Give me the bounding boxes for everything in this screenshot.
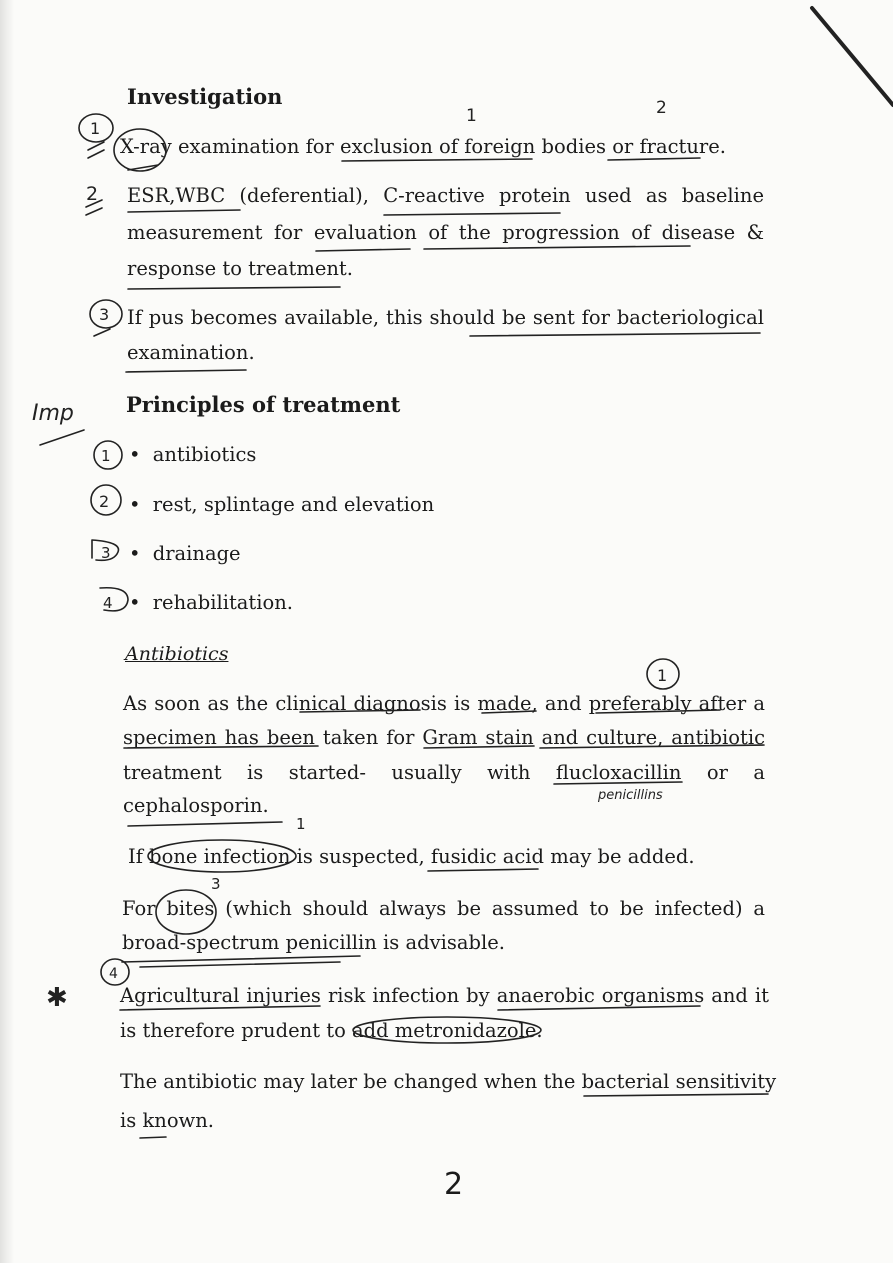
antibiotics-para-1-line-4: cephalosporin. bbox=[123, 794, 269, 817]
principle-item bbox=[129, 542, 241, 565]
investigation-heading: Investigation bbox=[127, 84, 283, 109]
annotation-number: 3 bbox=[211, 875, 221, 893]
annotation-number: 1 bbox=[101, 447, 111, 465]
bullet-glyph: • bbox=[129, 542, 141, 565]
annotation-number: 2 bbox=[86, 183, 99, 205]
investigation-item-1: X-ray examination for exclusion of foreign bodies or fracture. bbox=[120, 135, 726, 158]
antibiotics-para-5-line-1: The antibiotic may later be changed when the bacterial sensitivity bbox=[120, 1070, 777, 1093]
antibiotics-para-1-line-2: specimen has been taken for Gram stain and culture, antibiotic bbox=[123, 726, 765, 749]
principle-item bbox=[129, 591, 293, 614]
annotation-number: 2 bbox=[656, 98, 667, 118]
page-number: 2 bbox=[444, 1167, 464, 1202]
bullet-glyph: • bbox=[129, 591, 141, 614]
principles-heading: Principles of treatment bbox=[126, 392, 401, 417]
underline-stroke bbox=[128, 165, 158, 170]
antibiotics-para-2: If bone infection is suspected, fusidic acid may be added. bbox=[128, 845, 695, 868]
antibiotics-para-5-line-2: is known. bbox=[120, 1109, 215, 1132]
investigation-item-2-line-3: response to treatment. bbox=[127, 257, 353, 280]
investigation-item-2-line-2: measurement for evaluation of the progression of disease & bbox=[127, 221, 764, 244]
annotation-number: 1 bbox=[466, 106, 477, 126]
investigation-item-3-line-2: examination. bbox=[127, 341, 255, 364]
circle-mark bbox=[79, 114, 113, 142]
antibiotics-para-1-line-3: treatment is started- usually with flucloxacillin or a bbox=[123, 761, 765, 784]
margin-note: Imp bbox=[32, 401, 74, 426]
principle-label: rehabilitation. bbox=[152, 591, 293, 614]
annotation-number: 4 bbox=[103, 594, 113, 612]
margin-note-penicillins: penicillins bbox=[598, 788, 663, 803]
annotation-number: 3 bbox=[99, 305, 110, 324]
principle-label: rest, splintage and elevation bbox=[152, 493, 435, 516]
bracket-mark bbox=[100, 588, 128, 611]
antibiotics-para-4-line-2: is therefore prudent to add metronidazole. bbox=[120, 1019, 543, 1042]
antibiotics-para-3-line-1: For bites (which should always be assumed to be infected) a bbox=[122, 897, 765, 920]
principle-label: antibiotics bbox=[152, 443, 257, 466]
tick-mark bbox=[86, 200, 102, 215]
investigation-item-2-line-1: ESR,WBC (deferential), C-reactive protein used as baseline bbox=[127, 184, 764, 207]
circle-mark bbox=[647, 659, 679, 689]
principle-item bbox=[129, 493, 434, 516]
antibiotics-para-4-line-1: Agricultural injuries risk infection by anaerobic organisms and it bbox=[120, 984, 769, 1007]
circle-mark bbox=[94, 441, 122, 469]
annotation-number: 1 bbox=[90, 119, 101, 138]
principle-item bbox=[129, 443, 256, 466]
investigation-item-3-line-1: If pus becomes available, this should be sent for bacteriological bbox=[127, 306, 764, 329]
annotation-number: 1 bbox=[657, 666, 668, 685]
antibiotics-heading: Antibiotics bbox=[125, 643, 229, 665]
bullet-glyph: • bbox=[129, 493, 141, 516]
antibiotics-para-3-line-2: broad-spectrum penicillin is advisable. bbox=[122, 931, 505, 954]
tick-mark bbox=[88, 142, 104, 158]
tick-mark bbox=[94, 329, 110, 336]
annotation-number: 2 bbox=[99, 492, 110, 511]
underline-stroke bbox=[128, 287, 340, 289]
bullet-glyph: • bbox=[129, 443, 141, 466]
annotation-number: 1 bbox=[296, 815, 306, 833]
circle-mark bbox=[91, 485, 121, 515]
bracket-mark bbox=[92, 540, 118, 560]
annotation-number: 4 bbox=[109, 966, 118, 982]
circle-mark bbox=[90, 300, 122, 328]
principle-label: drainage bbox=[152, 542, 241, 565]
star-icon: ✱ bbox=[46, 983, 68, 1013]
underline-stroke bbox=[126, 370, 246, 372]
annotation-number: 3 bbox=[101, 544, 111, 562]
pen-stroke-diagonal bbox=[812, 8, 893, 105]
scan-shadow-edge bbox=[0, 0, 14, 1263]
margin-stroke bbox=[40, 430, 84, 445]
antibiotics-para-1-line-1: As soon as the clinical diagnosis is made, and preferably after a bbox=[123, 692, 765, 715]
